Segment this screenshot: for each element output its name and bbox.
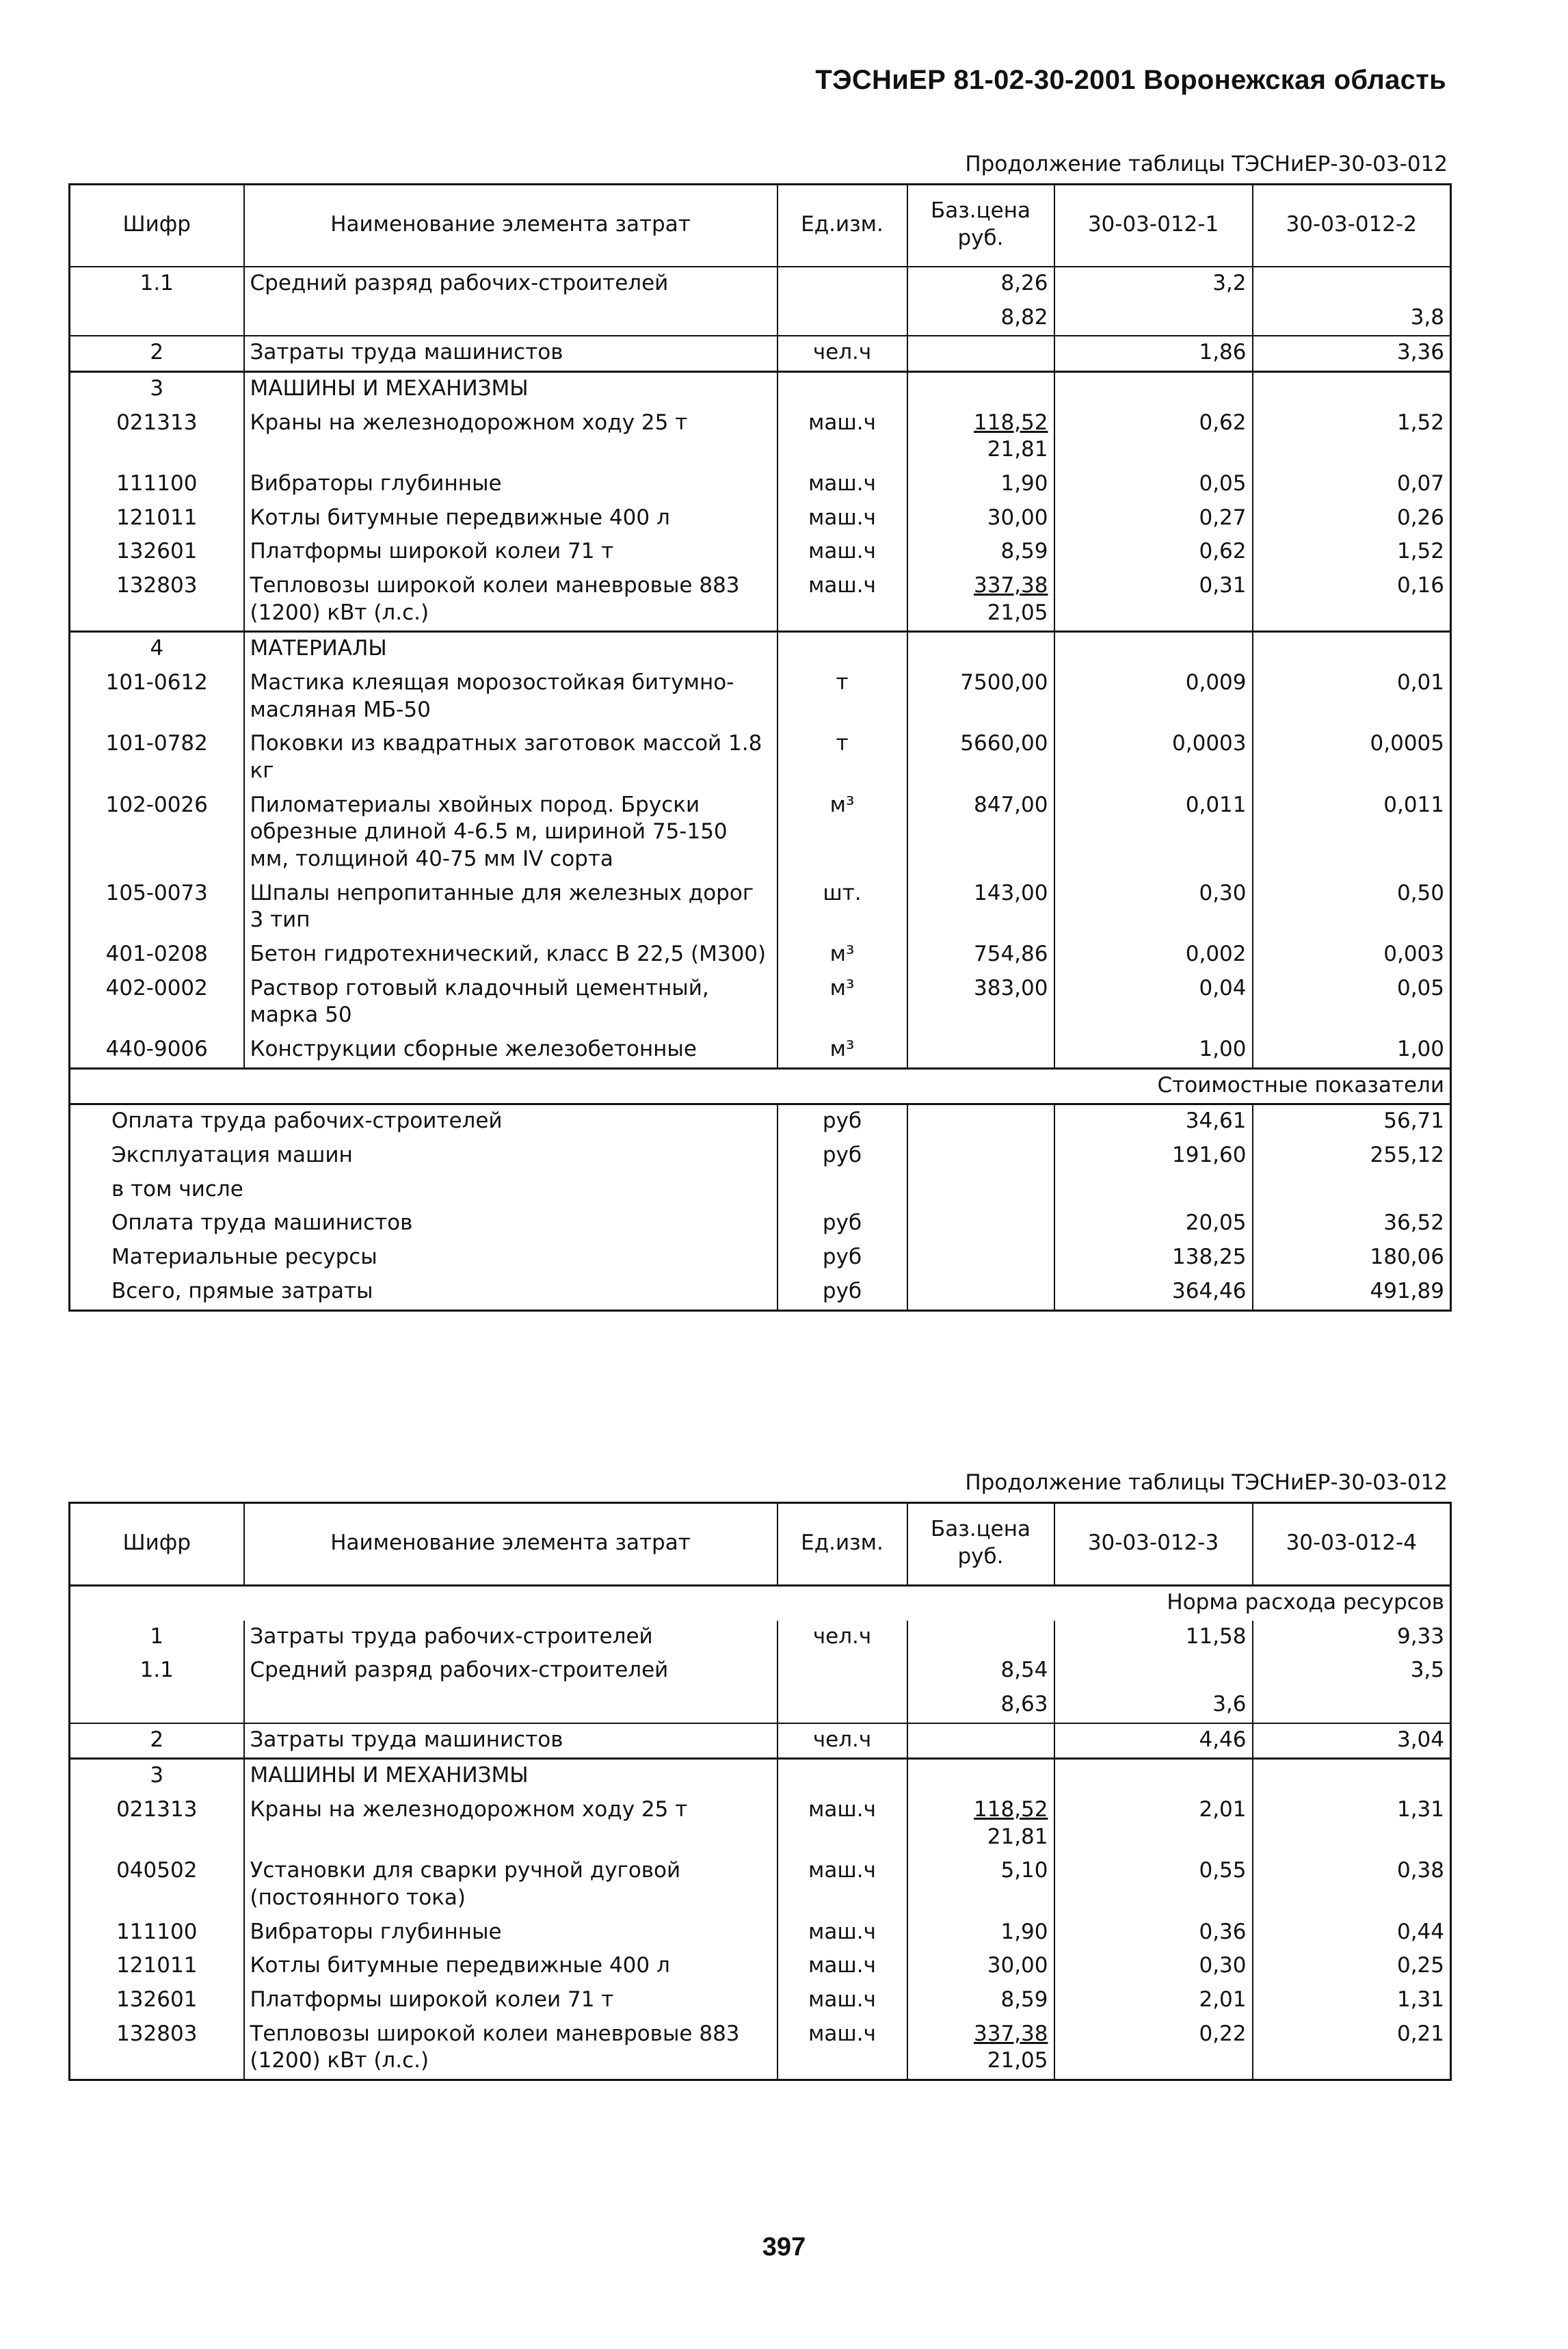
summary-unit: руб: [778, 1104, 907, 1139]
cell-value-1: 0,009: [1054, 667, 1253, 728]
cell-price: 8,63: [907, 1688, 1054, 1723]
cell-unit: шт.: [778, 877, 907, 938]
cell-value-2: 3,5: [1410, 1658, 1444, 1683]
cell-value-2: 0,25: [1396, 1953, 1444, 1978]
cell-unit: маш.ч: [778, 570, 907, 632]
cell-value-2: 0,07: [1396, 471, 1444, 496]
cell-name: Установки для сварки ручной дуговой (постоянного тока): [244, 1855, 778, 1915]
cell-unit: маш.ч: [778, 1984, 907, 2018]
cell-code: 401-0208: [70, 938, 244, 972]
table-row: [70, 1984, 1451, 2018]
cell-value-1: 1,86: [1054, 336, 1253, 371]
table-row: [70, 789, 1451, 877]
cell-name: Краны на железнодорожном ходу 25 т: [244, 1794, 778, 1855]
cell-value-2: 1,00: [1396, 1037, 1444, 1062]
table1-band-row: [70, 1068, 1451, 1104]
cell-price: 5,10: [907, 1855, 1054, 1915]
cell-name: Тепловозы широкой колеи маневровые 883 (1200) кВт (л.с.): [244, 2018, 778, 2080]
cell-unit: чел.ч: [778, 336, 907, 371]
cell-value-1: 0,31: [1054, 570, 1253, 632]
cell-code: 111100: [70, 468, 244, 502]
cell-name: [244, 1688, 778, 1723]
cell-unit: [778, 1688, 907, 1723]
table-row: [70, 728, 1451, 788]
table2-body: [70, 1621, 1451, 2080]
cell-price: [907, 1033, 1054, 1068]
cell-price: 8,82: [907, 302, 1054, 336]
cell-unit: [778, 1759, 907, 1794]
cell-code: 132803: [70, 570, 244, 632]
summary-row: [70, 1241, 1451, 1275]
cell-price: [907, 2018, 1054, 2080]
cell-value-1: [1054, 632, 1253, 667]
cell-name: Тепловозы широкой колеи маневровые 883 (1200) кВт (л.с.): [244, 570, 778, 632]
header-unit: Ед.изм.: [778, 185, 907, 267]
summary-value-1: 138,25: [1054, 1241, 1253, 1275]
cell-value-1: 3,6: [1054, 1688, 1253, 1723]
summary-price: [907, 1139, 1054, 1173]
cell-code: 4: [70, 632, 244, 667]
cell-value-1: 2,01: [1054, 1794, 1253, 1855]
cell-unit: м³: [778, 938, 907, 972]
summary-label: Всего, прямые затраты: [70, 1275, 778, 1310]
header-col1: 30-03-012-1: [1054, 185, 1253, 267]
cell-name: Вибраторы глубинные: [244, 1916, 778, 1950]
price-secondary: 21,81: [987, 437, 1048, 462]
cell-unit: м³: [778, 972, 907, 1033]
cell-value-2: 0,16: [1396, 573, 1444, 598]
cell-value-1: 0,0003: [1054, 728, 1253, 788]
price-value: 118,52: [974, 1797, 1048, 1822]
header-col2: 30-03-012-2: [1253, 185, 1451, 267]
summary-price: [907, 1104, 1054, 1139]
cell-unit: маш.ч: [778, 468, 907, 502]
cell-value-2: 3,36: [1253, 336, 1451, 371]
cell-code: 111100: [70, 1916, 244, 1950]
cell-name: Затраты труда рабочих-строителей: [244, 1621, 778, 1655]
table-row: [70, 1033, 1451, 1068]
cell-code: 132601: [70, 535, 244, 570]
cell-value-1: 0,30: [1054, 877, 1253, 938]
cell-code: 1.1: [70, 267, 244, 302]
cell-value-2: 3,04: [1253, 1723, 1451, 1759]
cell-name: Поковки из квадратных заготовок массой 1.8 кг: [244, 728, 778, 788]
cell-code: 121011: [70, 1950, 244, 1984]
cell-price: 5660,00: [907, 728, 1054, 788]
table-row: [70, 267, 1451, 302]
table1-summary: [70, 1068, 1451, 1104]
table-row: [70, 1794, 1451, 1855]
header-code: Шифр: [70, 185, 244, 267]
cell-price: [907, 372, 1054, 407]
cell-name: Средний разряд рабочих-строителей: [244, 1654, 778, 1688]
cell-value-2: 1,52: [1396, 539, 1444, 564]
summary-row: [70, 1139, 1451, 1173]
cell-value-1: 4,46: [1054, 1723, 1253, 1759]
cell-code: 1.1: [70, 1654, 244, 1688]
cell-value-2: 1,52: [1396, 410, 1444, 435]
table1-continuation: Продолжение таблицы ТЭСНиЕР-30-03-012: [965, 152, 1448, 176]
cell-name: Платформы широкой колеи 71 т: [244, 1984, 778, 2018]
summary-value-2: 255,12: [1370, 1143, 1444, 1168]
summary-price: [907, 1275, 1054, 1310]
cell-code: 102-0026: [70, 789, 244, 877]
price-value: 337,38: [974, 573, 1048, 598]
cell-value-2: 0,50: [1396, 880, 1444, 905]
cell-unit: т: [778, 667, 907, 728]
cell-name: Конструкции сборные железобетонные: [244, 1033, 778, 1068]
cell-value-2: 0,21: [1396, 2021, 1444, 2046]
summary-price: [907, 1241, 1054, 1275]
cell-price: [907, 407, 1054, 468]
table-row: [70, 1621, 1451, 1655]
summary-value-2: 180,06: [1370, 1245, 1444, 1270]
cell-price: 30,00: [907, 1950, 1054, 1984]
cell-price: 8,59: [907, 535, 1054, 570]
cell-value-1: 0,30: [1054, 1950, 1253, 1984]
table-row: [70, 632, 1451, 667]
cell-value-1: 0,55: [1054, 1855, 1253, 1915]
cell-unit: [778, 632, 907, 667]
cell-price: [907, 632, 1054, 667]
summary-label: Оплата труда машинистов: [70, 1207, 778, 1241]
table-row: [70, 877, 1451, 938]
header-col2: 30-03-012-4: [1253, 1503, 1451, 1586]
cell-value-2: 0,003: [1383, 942, 1444, 967]
table-row: [70, 372, 1451, 407]
cell-unit: маш.ч: [778, 535, 907, 570]
cell-code: 101-0612: [70, 667, 244, 728]
cell-price: 847,00: [907, 789, 1054, 877]
cell-value-1: 0,04: [1054, 972, 1253, 1033]
cell-value-1: 0,002: [1054, 938, 1253, 972]
table-row: [70, 407, 1451, 468]
header-price: Баз.цена руб.: [907, 185, 1054, 267]
cell-price: 754,86: [907, 938, 1054, 972]
cell-unit: чел.ч: [778, 1621, 907, 1655]
header-code: Шифр: [70, 1503, 244, 1586]
price-value: 337,38: [974, 2021, 1048, 2046]
cell-value-2: [1253, 1759, 1451, 1794]
cell-value-1: 0,05: [1054, 468, 1253, 502]
cell-unit: маш.ч: [778, 407, 907, 468]
cell-value-1: 0,62: [1054, 535, 1253, 570]
cell-price: 8,59: [907, 1984, 1054, 2018]
table-row: [70, 535, 1451, 570]
cell-code: 3: [70, 372, 244, 407]
cell-unit: маш.ч: [778, 1916, 907, 1950]
summary-value-2: [1253, 1173, 1451, 1208]
cell-name: Краны на железнодорожном ходу 25 т: [244, 407, 778, 468]
price-secondary: 21,05: [987, 600, 1048, 625]
price-secondary: 21,05: [987, 2048, 1048, 2073]
cell-price: [907, 570, 1054, 632]
header-col1: 30-03-012-3: [1054, 1503, 1253, 1586]
cell-name: Средний разряд рабочих-строителей: [244, 267, 778, 302]
cell-price: 1,90: [907, 1916, 1054, 1950]
price-secondary: 21,81: [987, 1824, 1048, 1849]
table-row: [70, 1916, 1451, 1950]
cell-unit: [778, 1654, 907, 1688]
table-row: [70, 1688, 1451, 1723]
summary-value-1: 34,61: [1054, 1104, 1253, 1139]
cell-price: [907, 336, 1054, 371]
summary-row: [70, 1275, 1451, 1310]
header-name: Наименование элемента затрат: [244, 1503, 778, 1586]
cell-name: Вибраторы глубинные: [244, 468, 778, 502]
cell-value-2: [1253, 372, 1451, 407]
summary-row: [70, 1104, 1451, 1139]
cell-price: 383,00: [907, 972, 1054, 1033]
cell-unit: [778, 302, 907, 336]
cell-price: [907, 1759, 1054, 1794]
cell-unit: маш.ч: [778, 1794, 907, 1855]
cell-value-2: [1253, 267, 1451, 302]
summary-value-1: 191,60: [1054, 1139, 1253, 1173]
summary-unit: руб: [778, 1241, 907, 1275]
table-row: [70, 1855, 1451, 1915]
cell-code: 101-0782: [70, 728, 244, 788]
cell-value-1: 0,62: [1054, 407, 1253, 468]
cell-code: 2: [70, 1723, 244, 1759]
summary-label: в том числе: [70, 1173, 778, 1208]
cell-value-1: 3,2: [1054, 267, 1253, 302]
cell-price: [907, 1723, 1054, 1759]
cell-value-2: [1253, 632, 1451, 667]
table1-header-row: [70, 185, 1451, 267]
cell-value-1: 0,011: [1054, 789, 1253, 877]
cell-value-2: 0,0005: [1370, 731, 1444, 756]
cell-unit: т: [778, 728, 907, 788]
cell-value-2: 0,38: [1396, 1858, 1444, 1883]
table-row: [70, 1654, 1451, 1688]
cell-value-1: 2,01: [1054, 1984, 1253, 2018]
price-value: 118,52: [974, 410, 1048, 435]
cell-value-2: 0,011: [1383, 792, 1444, 817]
cell-name: Котлы битумные передвижные 400 л: [244, 1950, 778, 1984]
cell-price: 143,00: [907, 877, 1054, 938]
cell-value-1: 0,27: [1054, 502, 1253, 536]
table-row: [70, 502, 1451, 536]
table-row: [70, 336, 1451, 371]
table2-header-row: [70, 1503, 1451, 1586]
cell-value-1: 1,00: [1054, 1033, 1253, 1068]
table-row: [70, 1759, 1451, 1794]
cell-price: 8,54: [907, 1654, 1054, 1688]
cell-value-1: [1054, 1654, 1253, 1688]
cell-name: МАТЕРИАЛЫ: [244, 632, 778, 667]
summary-unit: руб: [778, 1207, 907, 1241]
header-name: Наименование элемента затрат: [244, 185, 778, 267]
cell-value-2: 9,33: [1396, 1623, 1444, 1649]
summary-label: Эксплуатация машин: [70, 1139, 778, 1173]
cell-name: МАШИНЫ И МЕХАНИЗМЫ: [244, 1759, 778, 1794]
cell-code: 132601: [70, 1984, 244, 2018]
cell-code: 1: [70, 1621, 244, 1655]
cell-name: МАШИНЫ И МЕХАНИЗМЫ: [244, 372, 778, 407]
table-row: [70, 468, 1451, 502]
page-header-title: ТЭСНиЕР 81-02-30-2001 Воронежская область: [815, 65, 1446, 95]
summary-price: [907, 1207, 1054, 1241]
band-label: Стоимостные показатели: [70, 1068, 1451, 1104]
cell-price: 30,00: [907, 502, 1054, 536]
cell-code: 105-0073: [70, 877, 244, 938]
cell-name: Мастика клеящая морозостойкая битумно-масляная МБ-50: [244, 667, 778, 728]
cell-name: Пиломатериалы хвойных пород. Бруски обрезные длиной 4-6.5 м, шириной 75-150 мм, толщиной 40-75 мм IV сорта: [244, 789, 778, 877]
cell-name: Раствор готовый кладочный цементный, марка 50: [244, 972, 778, 1033]
table-row: [70, 1723, 1451, 1759]
cell-value-1: 0,22: [1054, 2018, 1253, 2080]
table2-band-row: [70, 1586, 1451, 1621]
cell-name: Затраты труда машинистов: [244, 336, 778, 371]
table2-continuation: Продолжение таблицы ТЭСНиЕР-30-03-012: [965, 1470, 1448, 1495]
summary-value-2: 56,71: [1383, 1109, 1444, 1134]
cell-code: 402-0002: [70, 972, 244, 1033]
cell-value-2: 0,01: [1396, 670, 1444, 695]
cell-price: 1,90: [907, 468, 1054, 502]
cell-value-2: 0,44: [1396, 1919, 1444, 1944]
cell-code: [70, 302, 244, 336]
cell-name: Бетон гидротехнический, класс В 22,5 (М300): [244, 938, 778, 972]
page-number: 397: [762, 2233, 806, 2261]
summary-value-1: 20,05: [1054, 1207, 1253, 1241]
cell-unit: [778, 372, 907, 407]
cell-value-2: [1253, 1688, 1451, 1723]
cell-value-1: 0,36: [1054, 1916, 1253, 1950]
cell-unit: маш.ч: [778, 2018, 907, 2080]
cell-value-1: [1054, 302, 1253, 336]
table1-summary-rows: [70, 1104, 1451, 1310]
summary-unit: руб: [778, 1275, 907, 1310]
table2: [68, 1502, 1452, 2081]
summary-row: [70, 1173, 1451, 1208]
summary-label: Материальные ресурсы: [70, 1241, 778, 1275]
cell-code: 021313: [70, 407, 244, 468]
summary-label: Оплата труда рабочих-строителей: [70, 1104, 778, 1139]
summary-unit: [778, 1173, 907, 1208]
cell-name: Шпалы непропитанные для железных дорог 3 тип: [244, 877, 778, 938]
cell-price: 8,26: [907, 267, 1054, 302]
summary-price: [907, 1173, 1054, 1208]
cell-name: Котлы битумные передвижные 400 л: [244, 502, 778, 536]
cell-unit: маш.ч: [778, 1950, 907, 1984]
band-label: Норма расхода ресурсов: [70, 1586, 1451, 1621]
table-row: [70, 2018, 1451, 2080]
cell-name: Затраты труда машинистов: [244, 1723, 778, 1759]
cell-unit: чел.ч: [778, 1723, 907, 1759]
cell-price: [907, 1621, 1054, 1655]
cell-unit: [778, 267, 907, 302]
table-row: [70, 938, 1451, 972]
table-row: [70, 302, 1451, 336]
cell-code: 121011: [70, 502, 244, 536]
cell-code: 040502: [70, 1855, 244, 1915]
cell-name: Платформы широкой колеи 71 т: [244, 535, 778, 570]
summary-row: [70, 1207, 1451, 1241]
cell-code: 021313: [70, 1794, 244, 1855]
cell-code: [70, 1688, 244, 1723]
cell-value-2: 3,8: [1410, 304, 1444, 330]
table1: [68, 183, 1452, 1312]
summary-value-2: 36,52: [1383, 1210, 1444, 1236]
cell-unit: маш.ч: [778, 502, 907, 536]
cell-value-2: 0,26: [1396, 505, 1444, 530]
summary-unit: руб: [778, 1139, 907, 1173]
cell-code: 132803: [70, 2018, 244, 2080]
table1-body: [70, 267, 1451, 1068]
cell-price: 7500,00: [907, 667, 1054, 728]
cell-value-1: [1054, 372, 1253, 407]
cell-unit: м³: [778, 789, 907, 877]
cell-code: 440-9006: [70, 1033, 244, 1068]
cell-unit: маш.ч: [778, 1855, 907, 1915]
table-row: [70, 570, 1451, 632]
cell-code: 3: [70, 1759, 244, 1794]
header-price: Баз.цена руб.: [907, 1503, 1054, 1586]
cell-price: [907, 1794, 1054, 1855]
header-unit: Ед.изм.: [778, 1503, 907, 1586]
cell-unit: м³: [778, 1033, 907, 1068]
cell-value-2: 1,31: [1396, 1797, 1444, 1822]
cell-code: 2: [70, 336, 244, 371]
table-row: [70, 667, 1451, 728]
cell-value-1: 11,58: [1054, 1621, 1253, 1655]
cell-value-1: [1054, 1759, 1253, 1794]
cell-value-2: 0,05: [1396, 975, 1444, 1000]
summary-value-1: [1054, 1173, 1253, 1208]
cell-value-2: 1,31: [1396, 1987, 1444, 2013]
cell-name: [244, 302, 778, 336]
table-row: [70, 1950, 1451, 1984]
table-row: [70, 972, 1451, 1033]
summary-value-2: 491,89: [1370, 1278, 1444, 1303]
summary-value-1: 364,46: [1054, 1275, 1253, 1310]
